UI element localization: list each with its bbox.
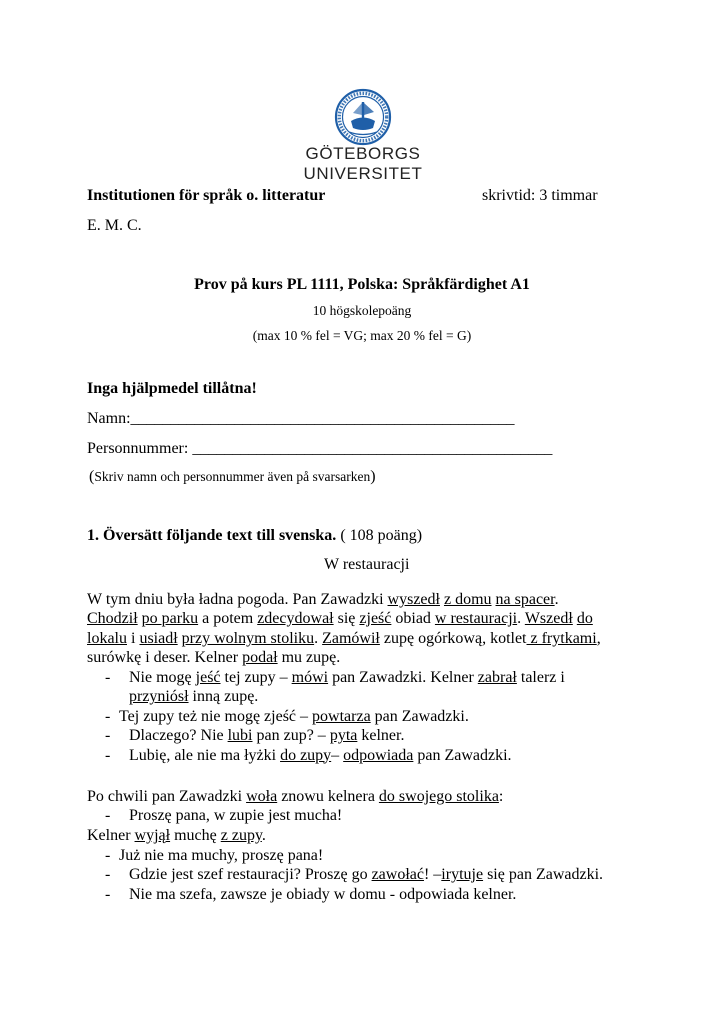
text-line xyxy=(87,826,647,845)
text-segment: obiad xyxy=(391,610,435,628)
task1-points: ( 108 poäng) xyxy=(336,527,423,544)
dash-marker: - xyxy=(105,727,111,745)
text-line xyxy=(87,609,647,628)
text-segment: muchę xyxy=(170,827,221,844)
text-segment: pan Zawadzki. xyxy=(413,746,512,764)
university-seal-icon xyxy=(331,88,395,146)
time-limit: skrivtid: 3 timmar xyxy=(482,187,598,204)
personnummer-line: _____________________________________________ xyxy=(192,440,553,457)
exam-grading: (max 10 % fel = VG; max 20 % fel = G) xyxy=(252,328,472,343)
underlined-word: zdecydował xyxy=(257,610,334,628)
underlined-word: wyjął xyxy=(134,827,171,844)
dialogue-line xyxy=(87,806,647,825)
underlined-word: przyniósł xyxy=(129,688,189,706)
underlined-word: wyszedł xyxy=(387,591,440,608)
text-segment: Tej zupy też nie mogę zjeść – xyxy=(119,707,313,725)
story-line xyxy=(87,826,647,845)
underlined-word: w restauracji xyxy=(434,610,518,628)
underlined-word: lokalu xyxy=(87,629,127,647)
text-line xyxy=(87,629,647,648)
text-segment: Gdzie jest szef restauracji? Proszę go xyxy=(129,866,372,884)
name-line: ________________________________________________ xyxy=(130,410,515,427)
text-segment: . xyxy=(261,827,266,844)
story-dialogue-3 xyxy=(87,846,647,904)
underlined-word: zabrał xyxy=(477,669,517,686)
underlined-word: z frytkami xyxy=(526,629,597,647)
text-segment: inną zupę. xyxy=(188,688,259,706)
personnummer-label: Personnummer: xyxy=(87,440,193,457)
text-segment: . xyxy=(314,629,323,647)
text-line xyxy=(87,590,647,609)
text-segment: i xyxy=(127,629,140,647)
underlined-word: jeść xyxy=(195,669,221,686)
text-line xyxy=(87,648,647,667)
text-segment: się pan Zawadzki. xyxy=(483,866,604,884)
underlined-word: mówi xyxy=(291,669,329,686)
text-segment: . xyxy=(517,610,525,628)
text-segment: – xyxy=(331,746,344,764)
story-dialogue-1 xyxy=(87,668,647,765)
task1-heading xyxy=(87,526,422,545)
text-segment: Nie ma szefa, zawsze je obiady w domu - odpowiada kelner. xyxy=(129,885,517,903)
underlined-word: z zupy xyxy=(220,827,262,844)
text-segment: Już nie ma muchy, proszę pana! xyxy=(119,847,324,864)
personnummer-field[interactable] xyxy=(87,439,552,458)
text-segment: Nie mogę xyxy=(129,669,196,686)
underlined-word: przy wolnym stoliku xyxy=(181,629,315,647)
underlined-word: zawołać xyxy=(371,866,424,884)
text-segment: . xyxy=(554,591,559,608)
university-logo xyxy=(252,88,474,183)
task1-instruction: 1. Översätt följande text till svenska. xyxy=(87,527,337,544)
underlined-word: do swojego stolika xyxy=(378,788,499,805)
dialogue-line xyxy=(87,707,647,726)
dialogue-line xyxy=(87,687,647,706)
text-segment: znowu kelnera xyxy=(277,788,379,805)
form-note-text: Skriv namn och personnummer även på svarsarken xyxy=(94,469,371,484)
text-segment: Lubię, ale nie ma łyżki xyxy=(129,746,281,764)
underlined-word: Zamówił xyxy=(322,629,380,647)
text-segment: się xyxy=(333,610,360,628)
no-aids-notice: Inga hjälpmedel tillåtna! xyxy=(87,380,257,397)
text-segment: : xyxy=(498,788,504,805)
text-segment: tej zupy – xyxy=(220,669,292,686)
underlined-word: lubi xyxy=(227,727,253,745)
text-title: W restauracji xyxy=(324,556,410,573)
underlined-word: Wszedł xyxy=(524,610,573,628)
dialogue-line xyxy=(87,885,647,904)
text-segment: kelner. xyxy=(357,727,405,745)
text-line xyxy=(87,787,647,806)
text-segment: zupę ogórkową, kotlet xyxy=(379,629,527,647)
text-segment: mu zupę. xyxy=(277,649,341,667)
exam-title: Prov på kurs PL 1111, Polska: Språkfärdighet A1 xyxy=(194,276,530,293)
story-paragraph-1 xyxy=(87,590,647,668)
text-segment: Kelner xyxy=(87,827,135,844)
underlined-word: podał xyxy=(242,649,278,667)
story-dialogue-2 xyxy=(87,806,647,825)
dash-marker: - xyxy=(105,885,111,903)
dialogue-line xyxy=(87,865,647,884)
underlined-word: z domu xyxy=(443,591,492,608)
underlined-word: na spacer xyxy=(495,591,555,608)
form-note: (Skriv namn och personnummer även på svarsarken) xyxy=(89,468,376,485)
dash-marker: - xyxy=(105,669,111,686)
dialogue-line xyxy=(87,726,647,745)
dash-marker: - xyxy=(105,866,111,884)
institution: Institutionen för språk o. litteratur xyxy=(87,187,326,204)
university-name: GÖTEBORGS UNIVERSITET xyxy=(303,144,423,183)
story-paragraph-2 xyxy=(87,787,647,806)
underlined-word: zjeść xyxy=(359,610,392,628)
text-segment: pan Zawadzki. Kelner xyxy=(328,669,478,686)
name-field[interactable] xyxy=(87,409,515,428)
dash-marker: - xyxy=(105,807,111,824)
initials: E. M. C. xyxy=(87,217,142,234)
exam-credits: 10 högskolepoäng xyxy=(312,303,412,318)
underlined-word: irytuje xyxy=(441,866,484,884)
underlined-word: usiadł xyxy=(139,629,178,647)
dialogue-line xyxy=(87,668,647,687)
dialogue-line xyxy=(87,746,647,765)
text-segment: surówkę i deser. Kelner xyxy=(87,649,243,667)
underlined-word: odpowiada xyxy=(343,746,414,764)
text-segment: talerz i xyxy=(516,669,565,686)
dash-marker: - xyxy=(105,746,111,764)
dash-marker: - xyxy=(105,847,111,864)
text-segment: Dlaczego? Nie xyxy=(129,727,228,745)
text-segment: ! – xyxy=(423,866,442,884)
underlined-word: po parku xyxy=(141,610,199,628)
name-label: Namn: xyxy=(87,410,131,427)
underlined-word: Chodził xyxy=(87,610,138,628)
underlined-word: do zupy xyxy=(280,746,332,764)
text-segment: W tym dniu była ładna pogoda. Pan Zawadzki xyxy=(87,591,388,608)
dash-marker: - xyxy=(105,707,111,725)
underlined-word: do xyxy=(576,610,593,628)
text-segment: pan zup? – xyxy=(252,727,330,745)
underlined-word: pyta xyxy=(329,727,358,745)
text-segment: Proszę pana, w zupie jest mucha! xyxy=(129,807,343,824)
dialogue-line xyxy=(87,846,647,865)
underlined-word: woła xyxy=(246,788,278,805)
text-segment: a potem xyxy=(198,610,258,628)
underlined-word: powtarza xyxy=(312,707,371,725)
text-segment: pan Zawadzki. xyxy=(370,707,469,725)
text-segment: , xyxy=(596,629,601,647)
text-segment: Po chwili pan Zawadzki xyxy=(87,788,247,805)
